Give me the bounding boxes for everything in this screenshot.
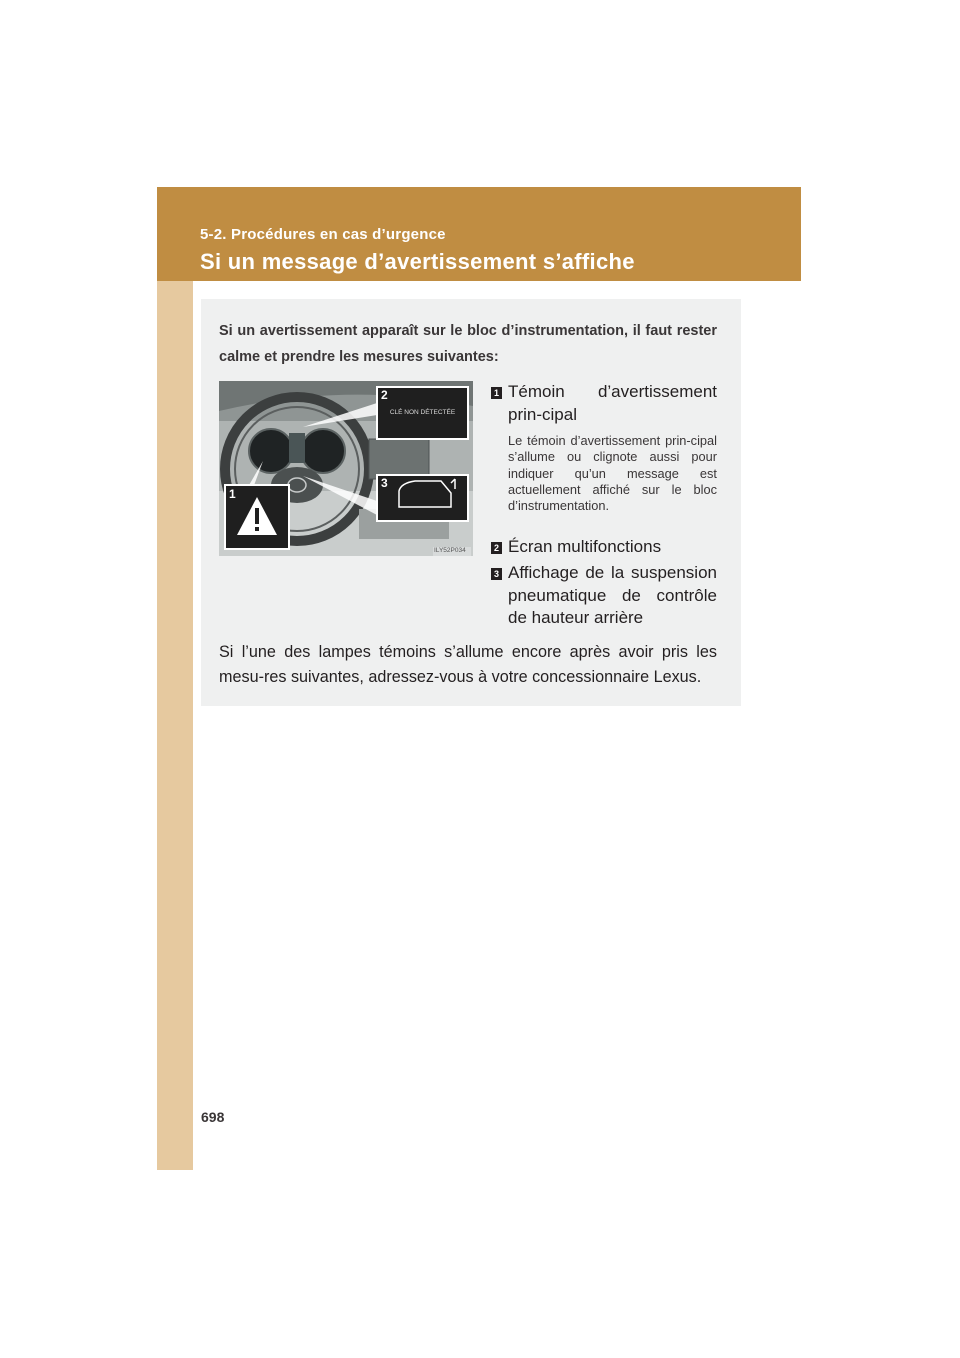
item-number-badge: 1 <box>491 387 502 399</box>
item-number-badge: 2 <box>491 542 502 554</box>
side-tab-strip <box>157 187 193 1170</box>
item-label: Témoin d’avertissement prin-cipal <box>508 382 717 424</box>
closing-paragraph: Si l’une des lampes témoins s’allume encore après avoir pris les mesu-res suivantes, adressez-vous à votre concessionnaire Lexus. <box>219 643 717 686</box>
callout-2-number: 2 <box>381 388 388 402</box>
screen-message: CLÉ NON DÉTECTÉE <box>389 409 456 416</box>
intro-text: Si un avertissement apparaît sur le bloc d’instrumentation, il faut rester calme et prendre les mesures suivantes: <box>219 323 717 365</box>
item-label: Affichage de la suspension pneumatique de contrôle de hauteur arrière <box>508 563 717 627</box>
item-label: Écran multifonctions <box>508 537 662 556</box>
section-label: 5-2. Procédures en cas d’urgence <box>200 226 446 243</box>
page-title: Si un message d’avertissement s’affiche <box>200 249 635 274</box>
dashboard-figure <box>219 381 473 556</box>
item-description: Le témoin d’avertissement prin-cipal s’allume ou clignote aussi pour indiquer qu’un message est actuellement affiché sur le bloc d’instrumentation. <box>508 433 717 514</box>
figure-code: ILY52P034 <box>434 547 466 554</box>
item-number-badge: 3 <box>491 568 502 580</box>
callout-3-number: 3 <box>381 476 388 490</box>
callout-1-number: 1 <box>229 487 236 501</box>
page-number: 698 <box>201 1109 225 1125</box>
